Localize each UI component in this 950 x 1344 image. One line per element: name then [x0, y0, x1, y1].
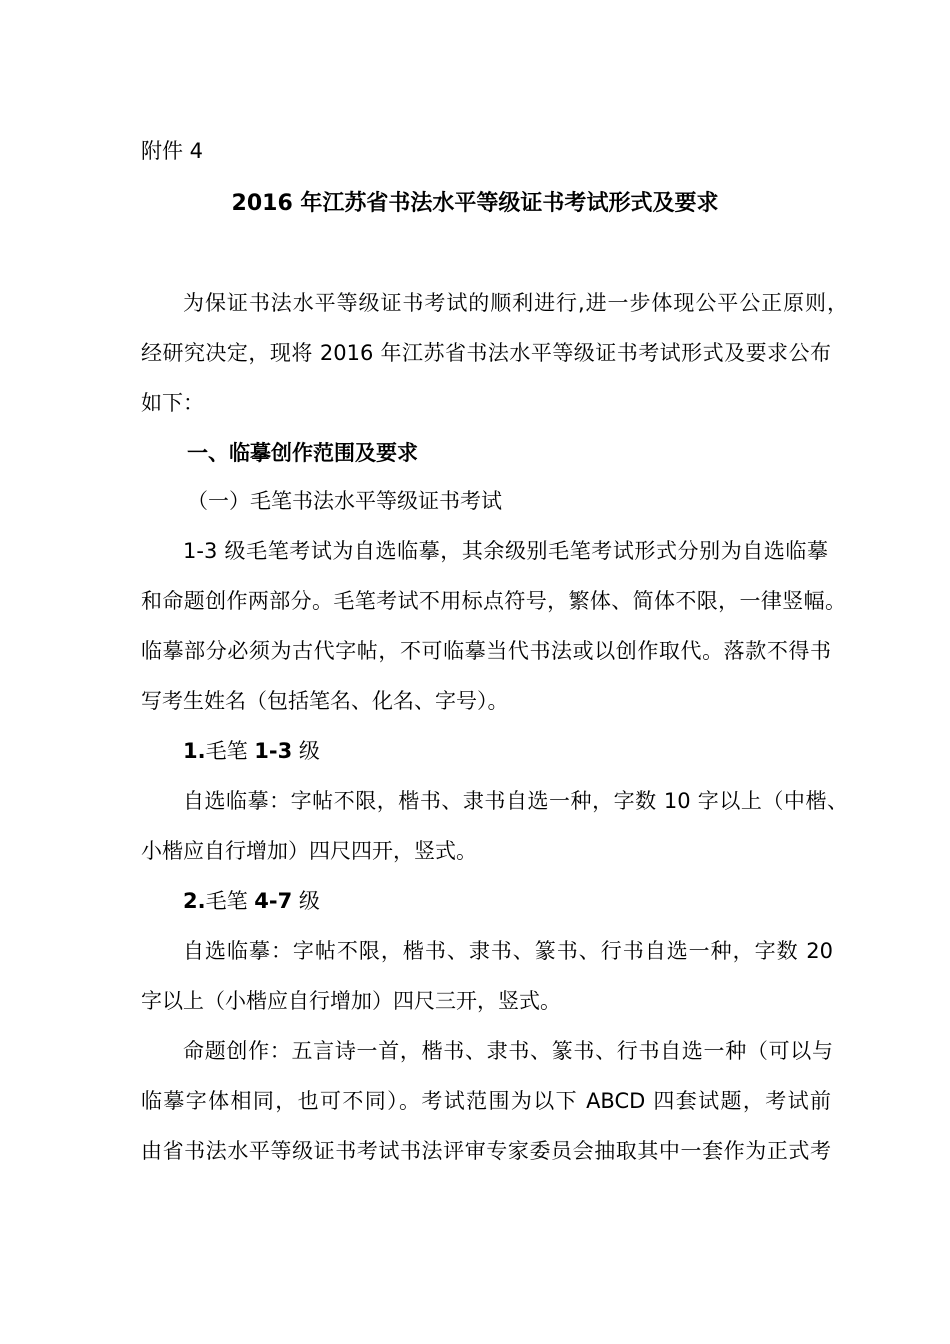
intro-line-3: 如下： [141, 391, 204, 415]
item2-number: 2. [183, 889, 206, 913]
paragraph1-line-1: 1-3 级毛笔考试为自选临摹，其余级别毛笔考试形式分别为自选临摹 [183, 539, 828, 563]
item1-range: 1-3 [254, 739, 293, 763]
item2-range: 4-7 [254, 889, 293, 913]
subsection-heading: （一）毛笔书法水平等级证书考试 [187, 489, 502, 513]
section-heading: 一、临摹创作范围及要求 [187, 441, 418, 465]
item1-number: 1. [183, 739, 206, 763]
item2-text-line-1: 自选临摹：字帖不限，楷书、隶书、篆书、行书自选一种，字数 20 [183, 939, 833, 963]
paragraph1-line-2: 和命题创作两部分。毛笔考试不用标点符号，繁体、简体不限，一律竖幅。 [141, 589, 846, 613]
item1-suffix: 级 [292, 739, 320, 763]
intro-line-1: 为保证书法水平等级证书考试的顺利进行,进一步体现公平公正原则， [183, 291, 848, 315]
attachment-label: 附件 4 [141, 139, 204, 163]
document-title: 2016 年江苏省书法水平等级证书考试形式及要求 [231, 191, 719, 216]
item1-text-line-2: 小楷应自行增加）四尺四开，竖式。 [141, 839, 477, 863]
paragraph1-line-4: 写考生姓名（包括笔名、化名、字号）。 [141, 689, 509, 713]
item1-heading [183, 736, 320, 766]
item2-suffix: 级 [292, 889, 320, 913]
item2-heading [183, 886, 320, 916]
item2-creation-line-1: 命题创作：五言诗一首，楷书、隶书、篆书、行书自选一种（可以与 [183, 1039, 833, 1063]
item2-creation-line-2: 临摹字体相同，也可不同）。考试范围为以下 ABCD 四套试题，考试前 [141, 1089, 831, 1113]
item1-text-line-1: 自选临摹：字帖不限，楷书、隶书自选一种，字数 10 字以上（中楷、 [183, 789, 848, 813]
item2-text-line-2: 字以上（小楷应自行增加）四尺三开，竖式。 [141, 989, 561, 1013]
item1-prefix: 毛笔 [205, 739, 255, 763]
intro-line-2: 经研究决定，现将 2016 年江苏省书法水平等级证书考试形式及要求公布 [141, 341, 831, 365]
item2-prefix: 毛笔 [205, 889, 255, 913]
item2-creation-line-3: 由省书法水平等级证书考试书法评审专家委员会抽取其中一套作为正式考 [141, 1139, 831, 1163]
paragraph1-line-3: 临摹部分必须为古代字帖，不可临摹当代书法或以创作取代。落款不得书 [141, 639, 831, 663]
